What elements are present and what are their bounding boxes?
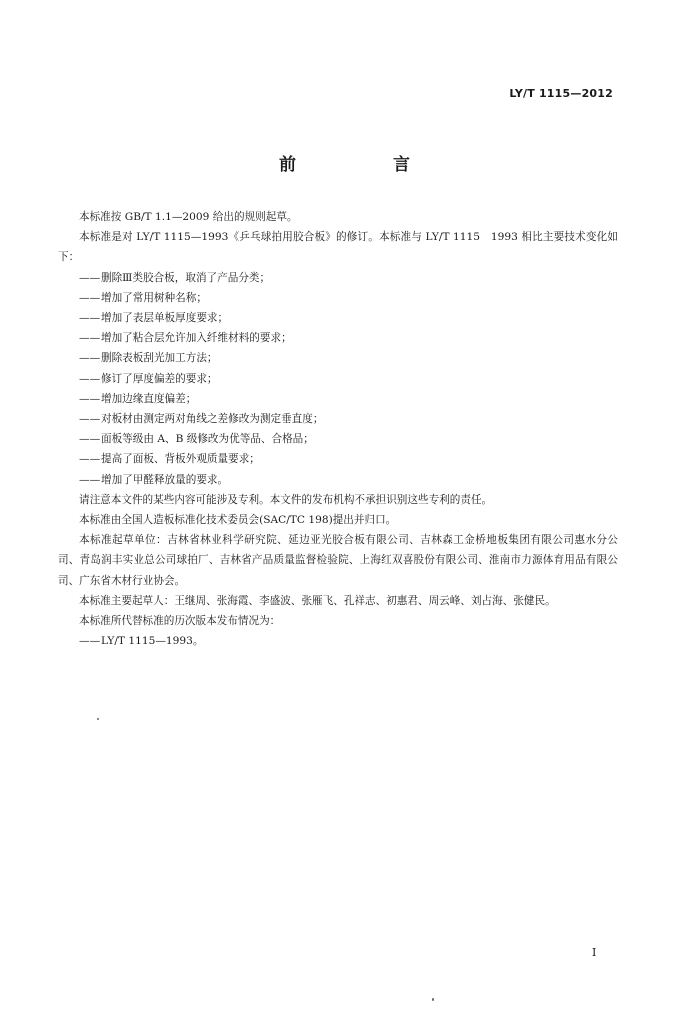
foreword-body [58, 207, 618, 651]
list-item: ——增加了粘合层允许加入纤维材料的要求； [79, 332, 292, 345]
list-item: ——删除表板刮光加工方法； [79, 352, 218, 365]
paragraph-history-intro: 本标准所代替标准的历次版本发布情况为： [79, 615, 281, 628]
paragraph-drafters: 本标准主要起草人：王继周、张海霞、李盛波、张雁飞、孔祥志、初惠君、周云峰、刘占海、张健民。 [79, 594, 556, 607]
history-list [58, 631, 618, 651]
list-item: ——增加了甲醛释放量的要求。 [79, 473, 229, 486]
list-item: ——删除Ⅲ类胶合板，取消了产品分类； [79, 271, 271, 284]
standard-number: LY/T 1115—2012 [509, 87, 613, 100]
paragraph-patent-notice: 请注意本文件的某些内容可能涉及专利。本文件的发布机构不承担识别这些专利的责任。 [79, 493, 493, 506]
list-item: ——提高了面板、背板外观质量要求； [79, 453, 260, 466]
page-number: I [592, 946, 597, 959]
paragraph-revision-summary: 本标准是对 LY/T 1115—1993《乒乓球拍用胶合板》的修订。本标准与 LY/T 1115 1993 相比主要技术变化如下： [58, 231, 618, 264]
changes-list [58, 268, 618, 490]
list-item: ——增加了常用树种名称； [79, 291, 207, 304]
paragraph-drafting-units: 本标准起草单位：吉林省林业科学研究院、延边亚光胶合板有限公司、吉林森工金桥地板集团有限公司惠水分公司、青岛润丰实业总公司球拍厂、吉林省产品质量监督检验院、上海红双喜股份有限公司、淮南市力源体育用品有限公司、广东省木材行业协会。 [58, 534, 618, 587]
list-item: ——对板材由测定两对角线之差修改为测定垂直度； [79, 413, 324, 426]
list-item: ——增加了表层单板厚度要求； [79, 312, 229, 325]
list-item: ——LY/T 1115—1993。 [79, 635, 204, 648]
scan-speck [432, 998, 434, 1001]
paragraph-drafting-rules: 本标准按 GB/T 1.1—2009 给出的规则起草。 [79, 211, 298, 223]
list-item: ——修订了厚度偏差的要求； [79, 372, 218, 385]
page-title: 前 言 [279, 155, 450, 175]
list-item: ——增加边缘直度偏差； [79, 392, 197, 405]
scan-speck [97, 718, 99, 720]
paragraph-committee: 本标准由全国人造板标准化技术委员会(SAC/TC 198)提出并归口。 [79, 514, 397, 527]
list-item: ——面板等级由 A、B 级修改为优等品、合格品； [79, 433, 314, 446]
